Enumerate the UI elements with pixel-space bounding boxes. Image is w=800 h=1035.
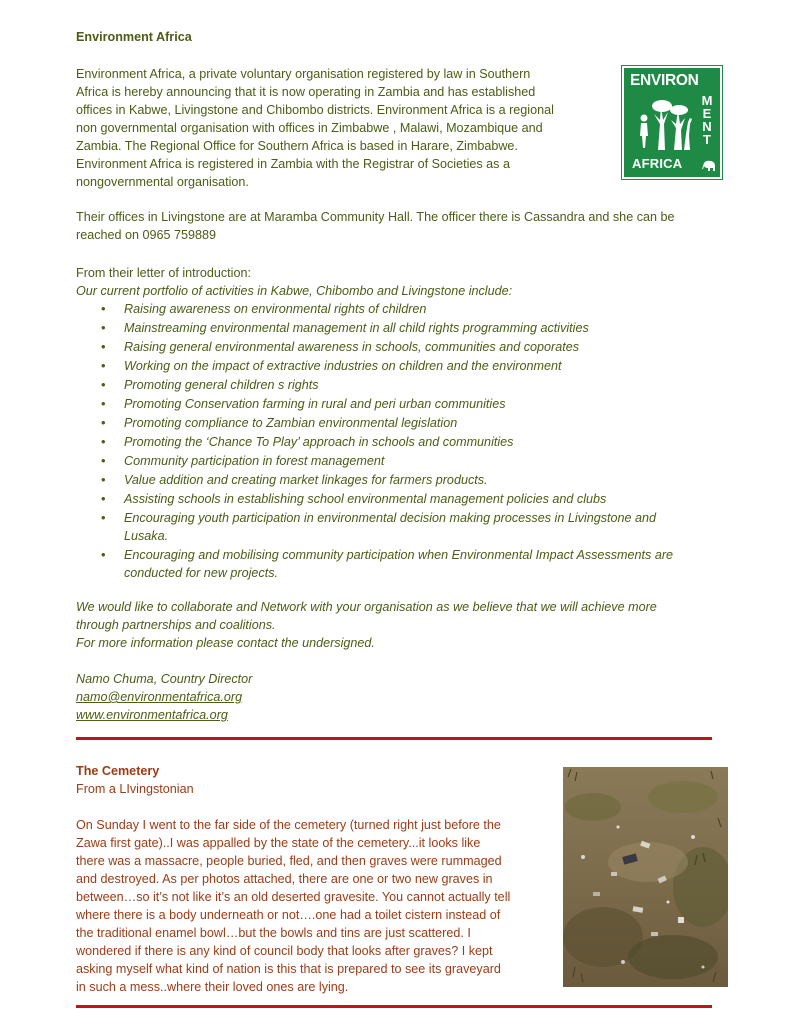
activity-text <box>124 546 736 582</box>
intro-line: Environment Africa is registered in Zambia with the Registrar of Societies as a <box>76 157 510 171</box>
activity-item <box>76 300 736 318</box>
logo-letter: N <box>702 119 712 134</box>
body-line: asking myself what kind of nation is this that is prepared to see its graveyard <box>76 962 501 976</box>
bullet-point: • <box>101 396 106 411</box>
activity-text <box>124 300 736 318</box>
activity-text <box>124 471 736 489</box>
activities-list <box>76 300 736 583</box>
activity-item <box>76 546 736 582</box>
section-divider <box>76 737 712 740</box>
section-divider <box>76 1005 712 1008</box>
activity-line: Promoting the ‘Chance To Play’ approach in schools and communities <box>124 435 514 449</box>
bullet-point: • <box>101 339 106 354</box>
logo-letter: E <box>702 106 712 121</box>
elephant-icon <box>702 160 716 172</box>
activity-line: Promoting general children s rights <box>124 378 319 392</box>
bullet-point: • <box>101 453 106 468</box>
body-line: wondered if there is any kind of council body that looks after graves? I kept <box>76 944 493 958</box>
activity-text <box>124 319 736 337</box>
bullet-point: • <box>101 415 106 430</box>
bullet-point: • <box>101 377 106 392</box>
activity-line: Working on the impact of extractive industries on children and the environment <box>124 359 562 373</box>
intro-line: offices in Kabwe, Livingstone and Chibombo districts. Environment Africa is a regional <box>76 103 554 117</box>
tree-figures-icon <box>634 94 694 150</box>
offices-line: Their offices in Livingstone are at Maramba Community Hall. The officer there is Cassandra and she can be <box>76 210 675 224</box>
activity-line: Lusaka. <box>124 529 169 543</box>
intro-line: Environment Africa, a private voluntary organisation registered by law in Southern <box>76 67 531 81</box>
activity-item <box>76 471 736 489</box>
activity-text <box>124 509 736 545</box>
activity-text <box>124 452 736 470</box>
bullet-point: • <box>101 491 106 506</box>
activity-text <box>124 490 736 508</box>
activity-item <box>76 509 736 545</box>
activity-line: conducted for new projects. <box>124 566 279 580</box>
signature-block <box>76 670 252 724</box>
body-line: and destroyed. As per photos attached, there are one or two new graves in <box>76 872 493 886</box>
collab-line: We would like to collaborate and Network with your organisation as we believe that we will achieve more <box>76 600 657 614</box>
activity-line: Encouraging and mobilising community participation when Environmental Impact Assessments are <box>124 548 674 562</box>
activity-line: Raising awareness on environmental rights of children <box>124 302 427 316</box>
activity-item <box>76 376 736 394</box>
activity-line: Promoting compliance to Zambian environmental legislation <box>124 416 458 430</box>
bullet-point: • <box>101 301 106 316</box>
bullet-point: • <box>101 358 106 373</box>
intro-line: Africa is hereby announcing that it is now operating in Zambia and has established <box>76 85 536 99</box>
section-subtitle: From a LIvingstonian <box>76 782 194 796</box>
intro-paragraph <box>76 65 606 191</box>
environment-africa-logo <box>622 66 722 179</box>
logo-letter: M <box>701 93 713 108</box>
body-line: Zawa first gate)..I was appalled by the state of the cemetery...it looks like <box>76 836 481 850</box>
intro-line: nongovernmental organisation. <box>76 175 249 189</box>
collab-line: For more information please contact the undersigned. <box>76 636 375 650</box>
activity-item <box>76 357 736 375</box>
activity-item <box>76 490 736 508</box>
body-line: there was a massacre, people buried, fled, and then graves were rummaged <box>76 854 502 868</box>
section-title: The Cemetery <box>76 764 160 778</box>
body-line: in such a mess..where their loved ones are lying. <box>76 980 349 994</box>
collab-line: through partnerships and coalitions. <box>76 618 276 632</box>
activity-text <box>124 433 736 451</box>
activity-line: Community participation in forest management <box>124 454 385 468</box>
activity-item <box>76 452 736 470</box>
bullet-point: • <box>101 547 106 562</box>
signature-name: Namo Chuma, Country Director <box>76 672 253 686</box>
website-link[interactable]: www.environmentafrica.org <box>76 708 228 722</box>
activity-item <box>76 338 736 356</box>
body-line: On Sunday I went to the far side of the cemetery (turned right just before the <box>76 818 501 832</box>
activity-line: Raising general environmental awareness in schools, communities and coporates <box>124 340 580 354</box>
offices-line: reached on 0965 759889 <box>76 228 217 242</box>
activity-item <box>76 395 736 413</box>
logo-side-text <box>700 94 714 146</box>
logo-bottom-text: AFRICA <box>632 156 683 171</box>
activity-item <box>76 433 736 451</box>
activity-line: Assisting schools in establishing school environmental management policies and clubs <box>124 492 607 506</box>
cemetery-photo <box>563 767 728 987</box>
activity-text <box>124 338 736 356</box>
intro-line: Zambia. The Regional Office for Southern Africa is based in Harare, Zimbabwe. <box>76 139 518 153</box>
activity-line: Promoting Conservation farming in rural and peri urban communities <box>124 397 506 411</box>
activity-item <box>76 319 736 337</box>
body-line: the traditional enamel bowl…but the bowls and tins are just scattered. I <box>76 926 471 940</box>
bullet-point: • <box>101 510 106 525</box>
activity-line: Mainstreaming environmental management in all child rights programming activities <box>124 321 589 335</box>
activity-item <box>76 414 736 432</box>
cemetery-photo-image <box>563 767 728 987</box>
activity-text <box>124 376 736 394</box>
activity-line: Value addition and creating market linkages for farmers products. <box>124 473 488 487</box>
collaboration-paragraph <box>76 598 736 652</box>
bullet-point: • <box>101 434 106 449</box>
activity-text <box>124 357 736 375</box>
section-title: Environment Africa <box>76 30 192 44</box>
cemetery-paragraph <box>76 816 556 996</box>
email-link[interactable]: namo@environmentafrica.org <box>76 690 243 704</box>
activity-text <box>124 414 736 432</box>
bullet-point: • <box>101 472 106 487</box>
logo-letter: T <box>703 132 711 147</box>
body-line: where there is a body underneath or not….one had a toilet cistern instead of <box>76 908 501 922</box>
letter-intro: From their letter of introduction: <box>76 266 251 280</box>
activity-text <box>124 395 736 413</box>
logo-top-text: ENVIRON <box>630 72 699 89</box>
portfolio-intro: Our current portfolio of activities in Kabwe, Chibombo and Livingstone include: <box>76 284 513 298</box>
body-line: between…so it’s not like it’s an old deserted gravesite. You cannot actually tell <box>76 890 511 904</box>
intro-line: non governmental organisation with offices in Zimbabwe , Malawi, Mozambique and <box>76 121 543 135</box>
offices-paragraph <box>76 208 736 244</box>
activity-line: Encouraging youth participation in environmental decision making processes in Livingstone and <box>124 511 657 525</box>
bullet-point: • <box>101 320 106 335</box>
